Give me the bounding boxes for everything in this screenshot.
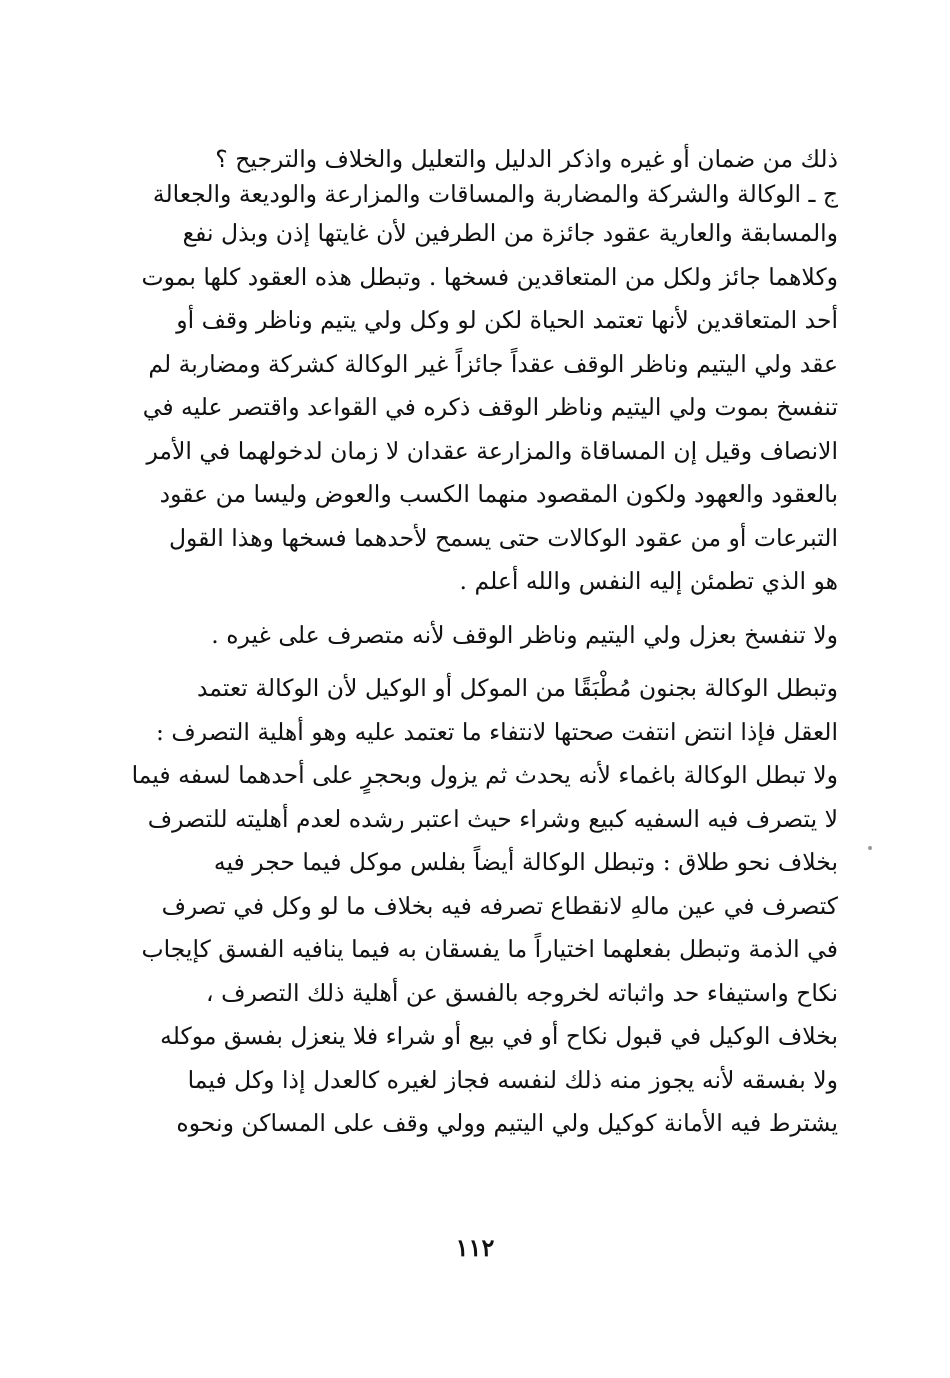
text-line: بخلاف نحو طلاق : وتبطل الوكالة أيضاً بفلس موكل فيما حجر فيه — [213, 848, 838, 876]
text-line: نكاح واستيفاء حد واثباته لخروجه بالفسق عن أهلية ذلك التصرف ، — [206, 978, 838, 1007]
text-line: والمسابقة والعارية عقود جائزة من الطرفين لأن غايتها إذن وبذل نفع — [182, 219, 838, 247]
text-line: التبرعات أو من عقود الوكالات حتى يسمح لأحدهما فسخها وهذا القول — [168, 523, 838, 552]
text-line: وكلاهما جائز ولكل من المتعاقدين فسخها . وتبطل هذه العقود كلها بموت — [141, 262, 838, 291]
text-line: ذلك من ضمان أو غيره واذكر الدليل والتعليل والخلاف والترجيح ؟ — [215, 145, 838, 173]
text-line: ولا تنفسخ بعزل ولي اليتيم وناظر الوقف لأنه متصرف على غيره . — [211, 620, 838, 649]
text-line: ولا تبطل الوكالة باغماء لأنه يحدث ثم يزول وبحجرٍ على أحدهما لسفه فيما — [131, 761, 838, 789]
body-text — [110, 142, 838, 1146]
page-number: ١١٢ — [455, 1233, 495, 1262]
text-line: هو الذي تطمئن إليه النفس والله أعلم . — [459, 567, 838, 595]
text-line: وتبطل الوكالة بجنون مُطْبَقًا من الموكل أو الوكيل لأن الوكالة تعتمد — [196, 674, 838, 702]
text-line: ولا بفسقه لأنه يجوز منه ذلك لنفسه فجاز لغيره كالعدل إذا وكل فيما — [187, 1065, 838, 1094]
text-line: يشترط فيه الأمانة كوكيل ولي اليتيم وولي وقف على المساكن ونحوه — [176, 1109, 838, 1137]
text-line: أحد المتعاقدين لأنها تعتمد الحياة لكن لو وكل ولي يتيم وناظر وقف أو — [176, 306, 838, 334]
text-line: كتصرف في عين مالهِ لانقطاع تصرفه فيه بخلاف ما لو وكل في تصرف — [161, 891, 838, 920]
scan-speck — [868, 846, 872, 850]
text-line: العقل فإذا انتض انتفت صحتها لانتفاء ما تعتمد عليه وهو أهلية التصرف : — [156, 717, 838, 746]
text-line: لا يتصرف فيه السفيه كبيع وشراء حيث اعتبر رشده لعدم أهليته للتصرف — [147, 804, 838, 833]
text-line: ج ـ الوكالة والشركة والمضاربة والمساقات والمزارعة والوديعة والجعالة — [152, 180, 838, 208]
text-line: تنفسخ بموت ولي اليتيم وناظر الوقف ذكره في القواعد واقتصر عليه في — [142, 393, 838, 421]
text-line: الانصاف وقيل إن المساقاة والمزارعة عقدان لا زمان لدخولهما في الأمر — [146, 436, 838, 465]
text-line: بالعقود والعهود ولكون المقصود منهما الكسب والعوض وليسا من عقود — [159, 480, 838, 508]
text-line: عقد ولي اليتيم وناظر الوقف عقداً جائزاً غير الوكالة كشركة ومضاربة لم — [148, 349, 838, 378]
text-line: في الذمة وتبطل بفعلهما اختياراً ما يفسقان به فيما ينافيه الفسق كإيجاب — [141, 935, 838, 963]
text-line: بخلاف الوكيل في قبول نكاح أو في بيع أو شراء فلا ينعزل بفسق موكله — [160, 1022, 838, 1050]
